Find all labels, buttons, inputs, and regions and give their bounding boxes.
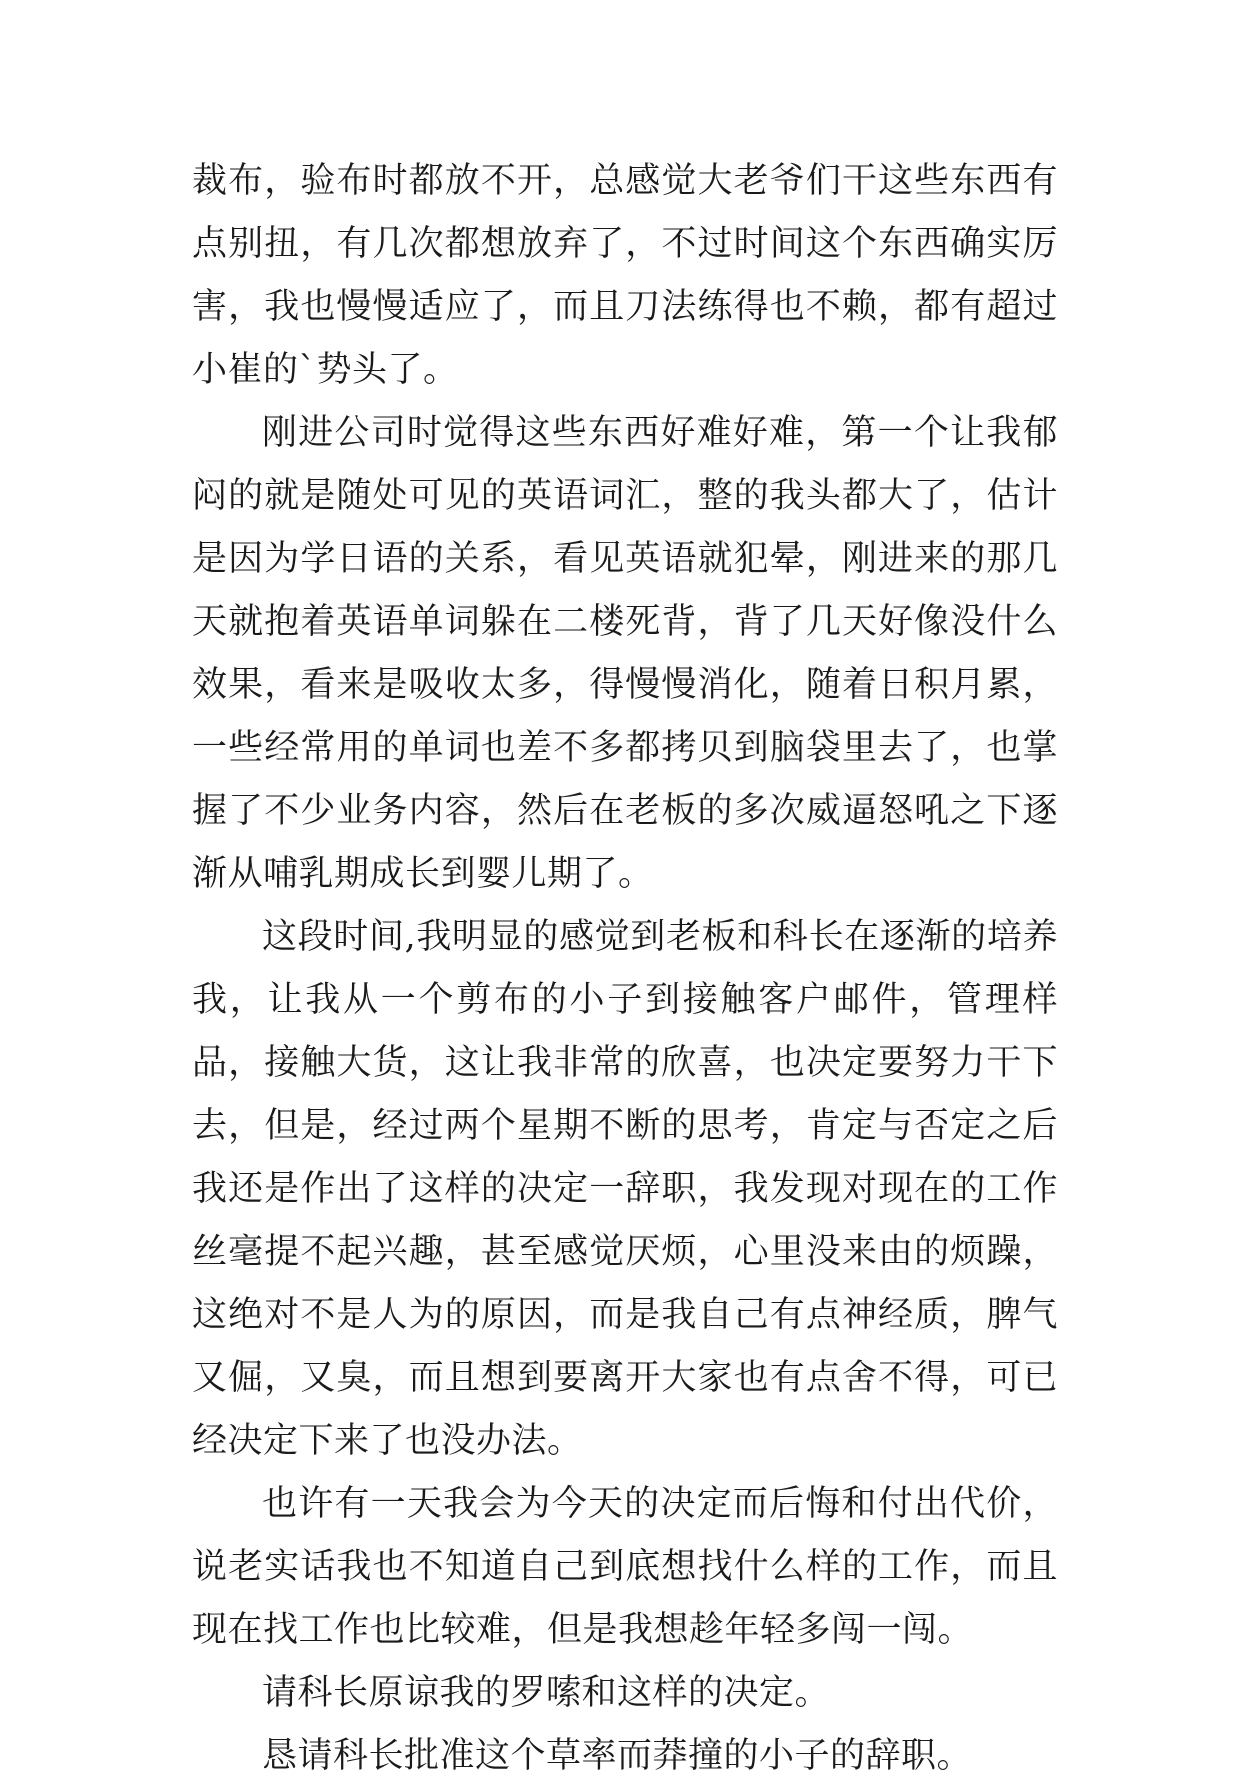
paragraph-continued: 裁布，验布时都放不开，总感觉大老爷们干这些东西有点别扭，有几次都想放弃了，不过时间这个东西确实厉害，我也慢慢适应了，而且刀法练得也不赖，都有超过小崔的`势头了。 bbox=[192, 161, 1058, 390]
document-body bbox=[192, 150, 1058, 1788]
paragraph: 恳请科长批准这个草率而莽撞的小子的辞职。 bbox=[262, 1736, 973, 1776]
paragraph: 这段时间,我明显的感觉到老板和科长在逐渐的培养我，让我从一个剪布的小子到接触客户邮件，管理样品，接触大货，这让我非常的欣喜，也决定要努力干下去，但是，经过两个星期不断的思考，肯定与否定之后我还是作出了这样的决定一辞职，我发现对现在的工作丝毫提不起兴趣，甚至感觉厌烦，心里没来由的烦躁，这绝对不是人为的原因，而是我自己有点神经质，脾气又倔，又臭，而且想到要离开大家也有点舍不得，可已经决定下来了也没办法。 bbox=[192, 917, 1058, 1461]
paragraph: 也许有一天我会为今天的决定而后悔和付出代价，说老实话我也不知道自己到底想找什么样的工作，而且现在找工作也比较难，但是我想趁年轻多闯一闯。 bbox=[192, 1484, 1058, 1650]
paragraph: 请科长原谅我的罗嗦和这样的决定。 bbox=[262, 1673, 831, 1713]
paragraph: 刚进公司时觉得这些东西好难好难，第一个让我郁闷的就是随处可见的英语词汇，整的我头都大了，估计是因为学日语的关系，看见英语就犯晕，刚进来的那几天就抱着英语单词躲在二楼死背，背了几天好像没什么效果，看来是吸收太多，得慢慢消化，随着日积月累，一些经常用的单词也差不多都拷贝到脑袋里去了，也掌握了不少业务内容，然后在老板的多次威逼怒吼之下逐渐从哺乳期成长到婴儿期了。 bbox=[192, 413, 1058, 894]
